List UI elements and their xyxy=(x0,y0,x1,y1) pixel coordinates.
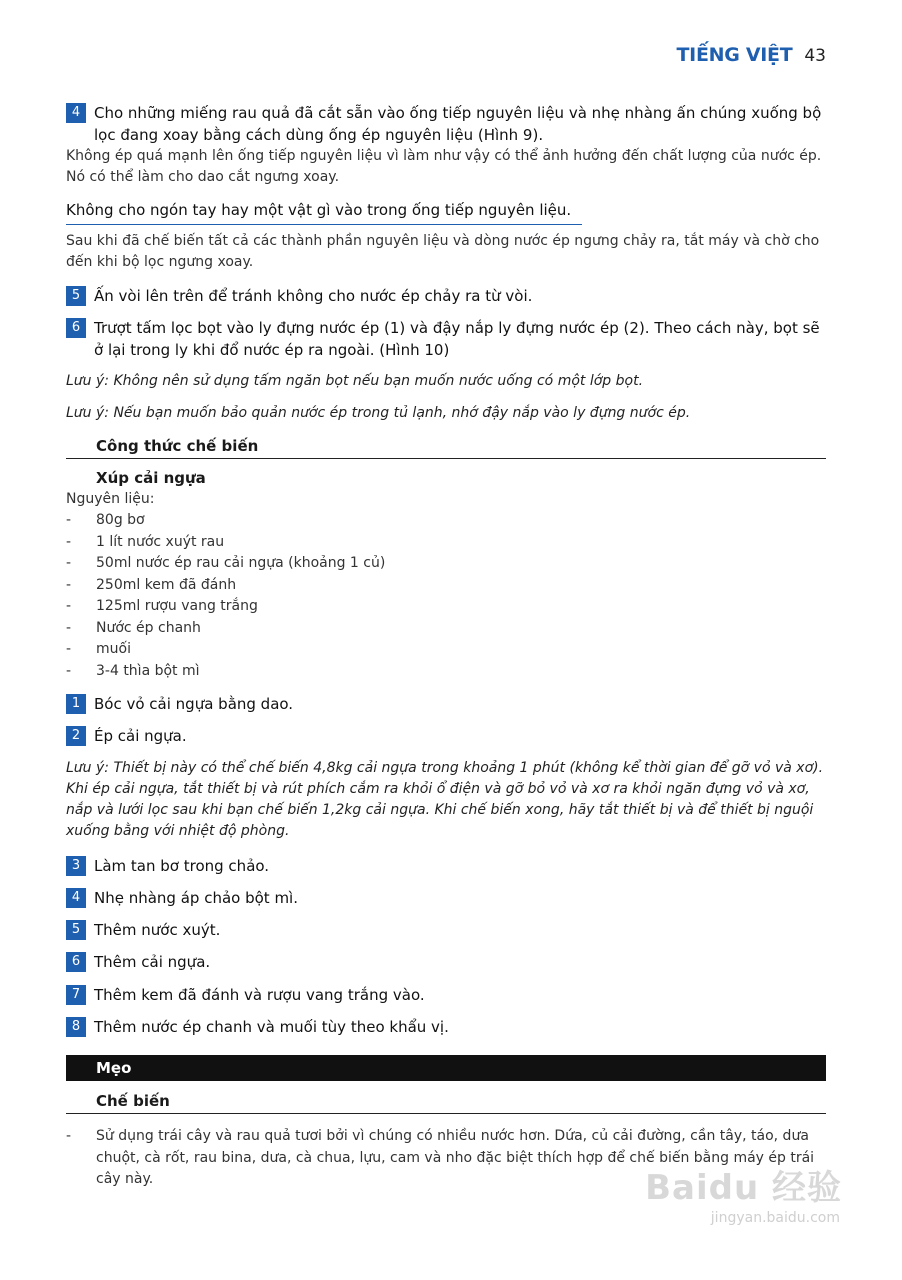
list-dash: - xyxy=(66,662,72,679)
step-number-badge: 4 xyxy=(66,103,86,123)
ingredient-item xyxy=(66,510,826,532)
step-item xyxy=(66,285,826,307)
note-1-block xyxy=(66,371,826,392)
tips-subheading: Chế biến xyxy=(66,1090,826,1114)
ingredient-text: 1 lít nước xuýt rau xyxy=(96,533,225,550)
recipe-step-6-block xyxy=(66,951,826,973)
list-dash: - xyxy=(66,641,72,657)
step-text: Thêm cải ngựa. xyxy=(94,953,211,971)
step-item xyxy=(66,919,826,941)
step-text: Bóc vỏ cải ngựa bằng dao. xyxy=(94,695,294,713)
ingredient-item xyxy=(66,639,826,661)
after-processing-paragraph-block xyxy=(66,231,826,273)
step-item xyxy=(66,855,826,877)
recipe-title: Xúp cải ngựa xyxy=(96,469,206,487)
after-processing-paragraph: Sau khi đã chế biến tất cả các thành phần nguyên liệu và dòng nước ép ngưng chảy ra, tắt máy và chờ cho đến khi bộ lọc ngưng xoay. xyxy=(66,233,820,270)
step-number-badge: 1 xyxy=(66,694,86,714)
warning-block xyxy=(66,199,826,225)
recipe-step-1-block xyxy=(66,693,826,715)
note-text: Lưu ý: Thiết bị này có thể chế biến 4,8kg cải ngựa trong khoảng 1 phút (không kể thời gian để gỡ vỏ và xơ). Khi ép cải ngựa, tắt thiết bị và rút phích cắm ra khỏi ổ điện và gỡ bỏ vỏ và xơ ra khỏi ngăn đựng vỏ và xơ, nắp và lưới lọc sau khi bạn chế biến 1,2kg cải ngựa. Khi chế biến xong, hãy tắt thiết bị và để thiết bị nguội xuống bằng với nhiệt độ phòng. xyxy=(66,760,824,839)
step-number-badge: 7 xyxy=(66,985,86,1005)
tips-heading-bar: Mẹo xyxy=(66,1055,826,1081)
step-number-badge: 6 xyxy=(66,952,86,972)
note-2-block xyxy=(66,403,826,424)
warning-text: Không cho ngón tay hay một vật gì vào trong ống tiếp nguyên liệu. xyxy=(66,199,582,225)
ingredient-text: 80g bơ xyxy=(96,512,145,528)
step-text: Ấn vòi lên trên để tránh không cho nước ép chảy ra từ vòi. xyxy=(94,287,533,305)
ingredient-item xyxy=(66,661,826,683)
step-4-block xyxy=(66,102,826,188)
note-text: Lưu ý: Nếu bạn muốn bảo quản nước ép trong tủ lạnh, nhớ đậy nắp vào ly đựng nước ép. xyxy=(66,405,691,421)
step-item xyxy=(66,951,826,973)
ingredients-list xyxy=(66,510,826,682)
ingredient-text: muối xyxy=(96,641,131,657)
list-dash: - xyxy=(66,576,72,593)
step-item xyxy=(66,693,826,715)
ingredient-item xyxy=(66,532,826,554)
ingredient-text: 250ml kem đã đánh xyxy=(96,576,237,593)
list-dash: - xyxy=(66,598,72,614)
step-6-block xyxy=(66,317,826,361)
ingredient-text: 125ml rượu vang trắng xyxy=(96,598,258,614)
watermark-url: jingyan.baidu.com xyxy=(710,1210,840,1226)
caution-paragraph: Không ép quá mạnh lên ống tiếp nguyên liệu vì làm như vậy có thể ảnh hưởng đến chất lượng của nước ép. Nó có thể làm cho dao cắt ngưng xoay. xyxy=(66,148,822,185)
ingredient-item xyxy=(66,618,826,640)
note-text: Lưu ý: Không nên sử dụng tấm ngăn bọt nếu bạn muốn nước uống có một lớp bọt. xyxy=(66,373,644,389)
ingredient-text: 3-4 thìa bột mì xyxy=(96,662,200,679)
step-number-badge: 5 xyxy=(66,920,86,940)
step-item xyxy=(66,984,826,1006)
recipe-step-3-block xyxy=(66,855,826,877)
recipe-step-2-block xyxy=(66,725,826,747)
step-item xyxy=(66,725,826,747)
recipes-heading: Công thức chế biến xyxy=(66,435,826,459)
step-text: Cho những miếng rau quả đã cắt sẵn vào ống tiếp nguyên liệu và nhẹ nhàng ấn chúng xuống bộ lọc đang xoay bằng cách dùng ống ép nguyên liệu (Hình 9). xyxy=(94,104,822,144)
ingredient-item xyxy=(66,553,826,575)
list-dash: - xyxy=(66,533,72,550)
step-item xyxy=(66,102,826,146)
step-text: Thêm kem đã đánh và rượu vang trắng vào. xyxy=(94,986,425,1004)
recipe-block xyxy=(66,467,826,682)
page-number: 43 xyxy=(804,46,826,66)
list-dash: - xyxy=(66,1128,72,1144)
step-item xyxy=(66,887,826,909)
recipe-step-8-block xyxy=(66,1016,826,1038)
watermark-logo: Baidu 经验 xyxy=(645,1168,842,1208)
step-number-badge: 5 xyxy=(66,286,86,306)
tip-text: Sử dụng trái cây và rau quả tươi bởi vì chúng có nhiều nước hơn. Dứa, củ cải đường, cần tây, táo, dưa chuột, cà rốt, rau bina, dưa, cà chua, lựu, cam và nho đặc biệt thích hợp để chế biến bằng máy ép trái cây này. xyxy=(96,1128,815,1187)
step-text: Trượt tấm lọc bọt vào ly đựng nước ép (1) và đậy nắp ly đựng nước ép (2). Theo cách này, bọt sẽ ở lại trong ly khi đổ nước ép ra ngoài. (Hình 10) xyxy=(94,319,820,359)
header-language: TIẾNG VIỆT xyxy=(676,44,793,66)
step-text: Ép cải ngựa. xyxy=(94,727,187,745)
ingredient-text: 50ml nước ép rau cải ngựa (khoảng 1 củ) xyxy=(96,555,386,571)
recipe-step-7-block xyxy=(66,984,826,1006)
step-text: Thêm nước ép chanh và muối tùy theo khẩu vị. xyxy=(94,1018,449,1036)
recipe-step-4-block xyxy=(66,887,826,909)
step-5-block xyxy=(66,285,826,307)
step-text: Thêm nước xuýt. xyxy=(94,921,221,939)
ingredient-text: Nước ép chanh xyxy=(96,619,201,636)
list-dash: - xyxy=(66,619,72,636)
step-number-badge: 8 xyxy=(66,1017,86,1037)
step-text: Nhẹ nhàng áp chảo bột mì. xyxy=(94,889,298,907)
step-number-badge: 4 xyxy=(66,888,86,908)
ingredient-item xyxy=(66,596,826,618)
ingredient-item xyxy=(66,575,826,597)
page-header xyxy=(677,44,826,66)
step-number-badge: 3 xyxy=(66,856,86,876)
step-item xyxy=(66,317,826,361)
recipe-note-block xyxy=(66,758,826,842)
ingredients-label: Nguyên liệu: xyxy=(66,491,155,507)
recipe-step-5-block xyxy=(66,919,826,941)
list-dash: - xyxy=(66,555,72,571)
step-text: Làm tan bơ trong chảo. xyxy=(94,857,270,875)
step-number-badge: 2 xyxy=(66,726,86,746)
step-item xyxy=(66,1016,826,1038)
step-number-badge: 6 xyxy=(66,318,86,338)
list-dash: - xyxy=(66,512,72,528)
